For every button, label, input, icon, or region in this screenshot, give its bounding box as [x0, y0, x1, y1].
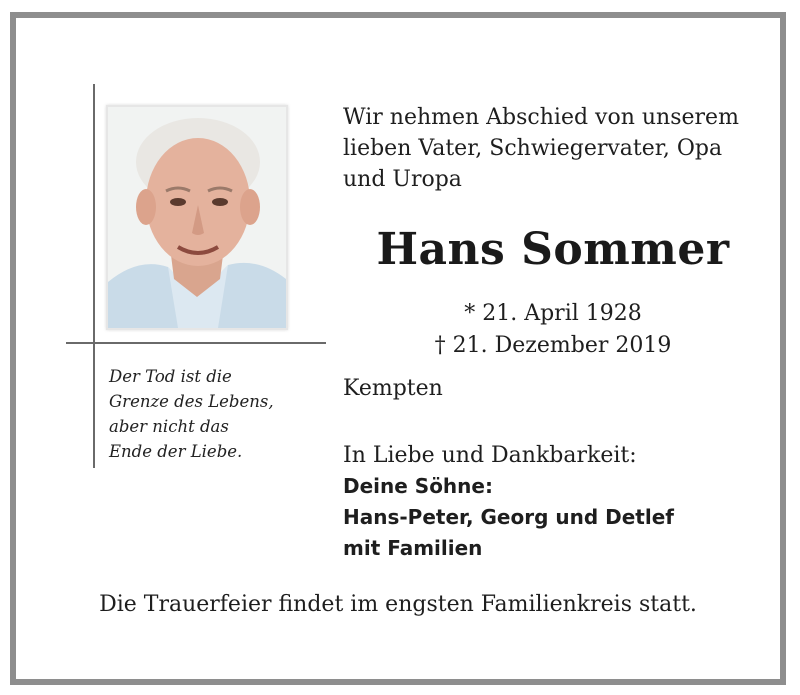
quote-line: Ende der Liebe. [109, 442, 243, 461]
footer-note: Die Trauerfeier findet im engsten Familienkreis statt. [99, 592, 697, 617]
quote-line: aber nicht das [109, 417, 229, 436]
quote-line: Der Tod ist die [109, 367, 232, 386]
intro-line: Wir nehmen Abschied von unserem [343, 105, 739, 130]
mourners-line: Hans-Peter, Georg und Detlef [343, 505, 674, 529]
vertical-rule [93, 84, 95, 468]
mourners-heading: In Liebe und Dankbarkeit: [343, 443, 637, 468]
mourners-line: mit Familien [343, 536, 483, 560]
intro-text [343, 102, 773, 195]
intro-line: und Uropa [343, 167, 462, 192]
death-date: † 21. Dezember 2019 [434, 333, 672, 358]
portrait-icon [108, 107, 286, 328]
horizontal-rule [66, 342, 326, 344]
portrait-photo [106, 105, 288, 330]
mourners [343, 440, 783, 564]
birth-date: * 21. April 1928 [464, 301, 642, 326]
mourners-line: Deine Söhne: [343, 474, 493, 498]
intro-line: lieben Vater, Schwiegervater, Opa [343, 136, 723, 161]
quote [109, 364, 319, 464]
place: Kempten [343, 376, 443, 401]
deceased-name: Hans Sommer [376, 224, 730, 275]
obituary-card [10, 12, 786, 685]
life-dates [343, 298, 763, 362]
quote-line: Grenze des Lebens, [109, 392, 274, 411]
